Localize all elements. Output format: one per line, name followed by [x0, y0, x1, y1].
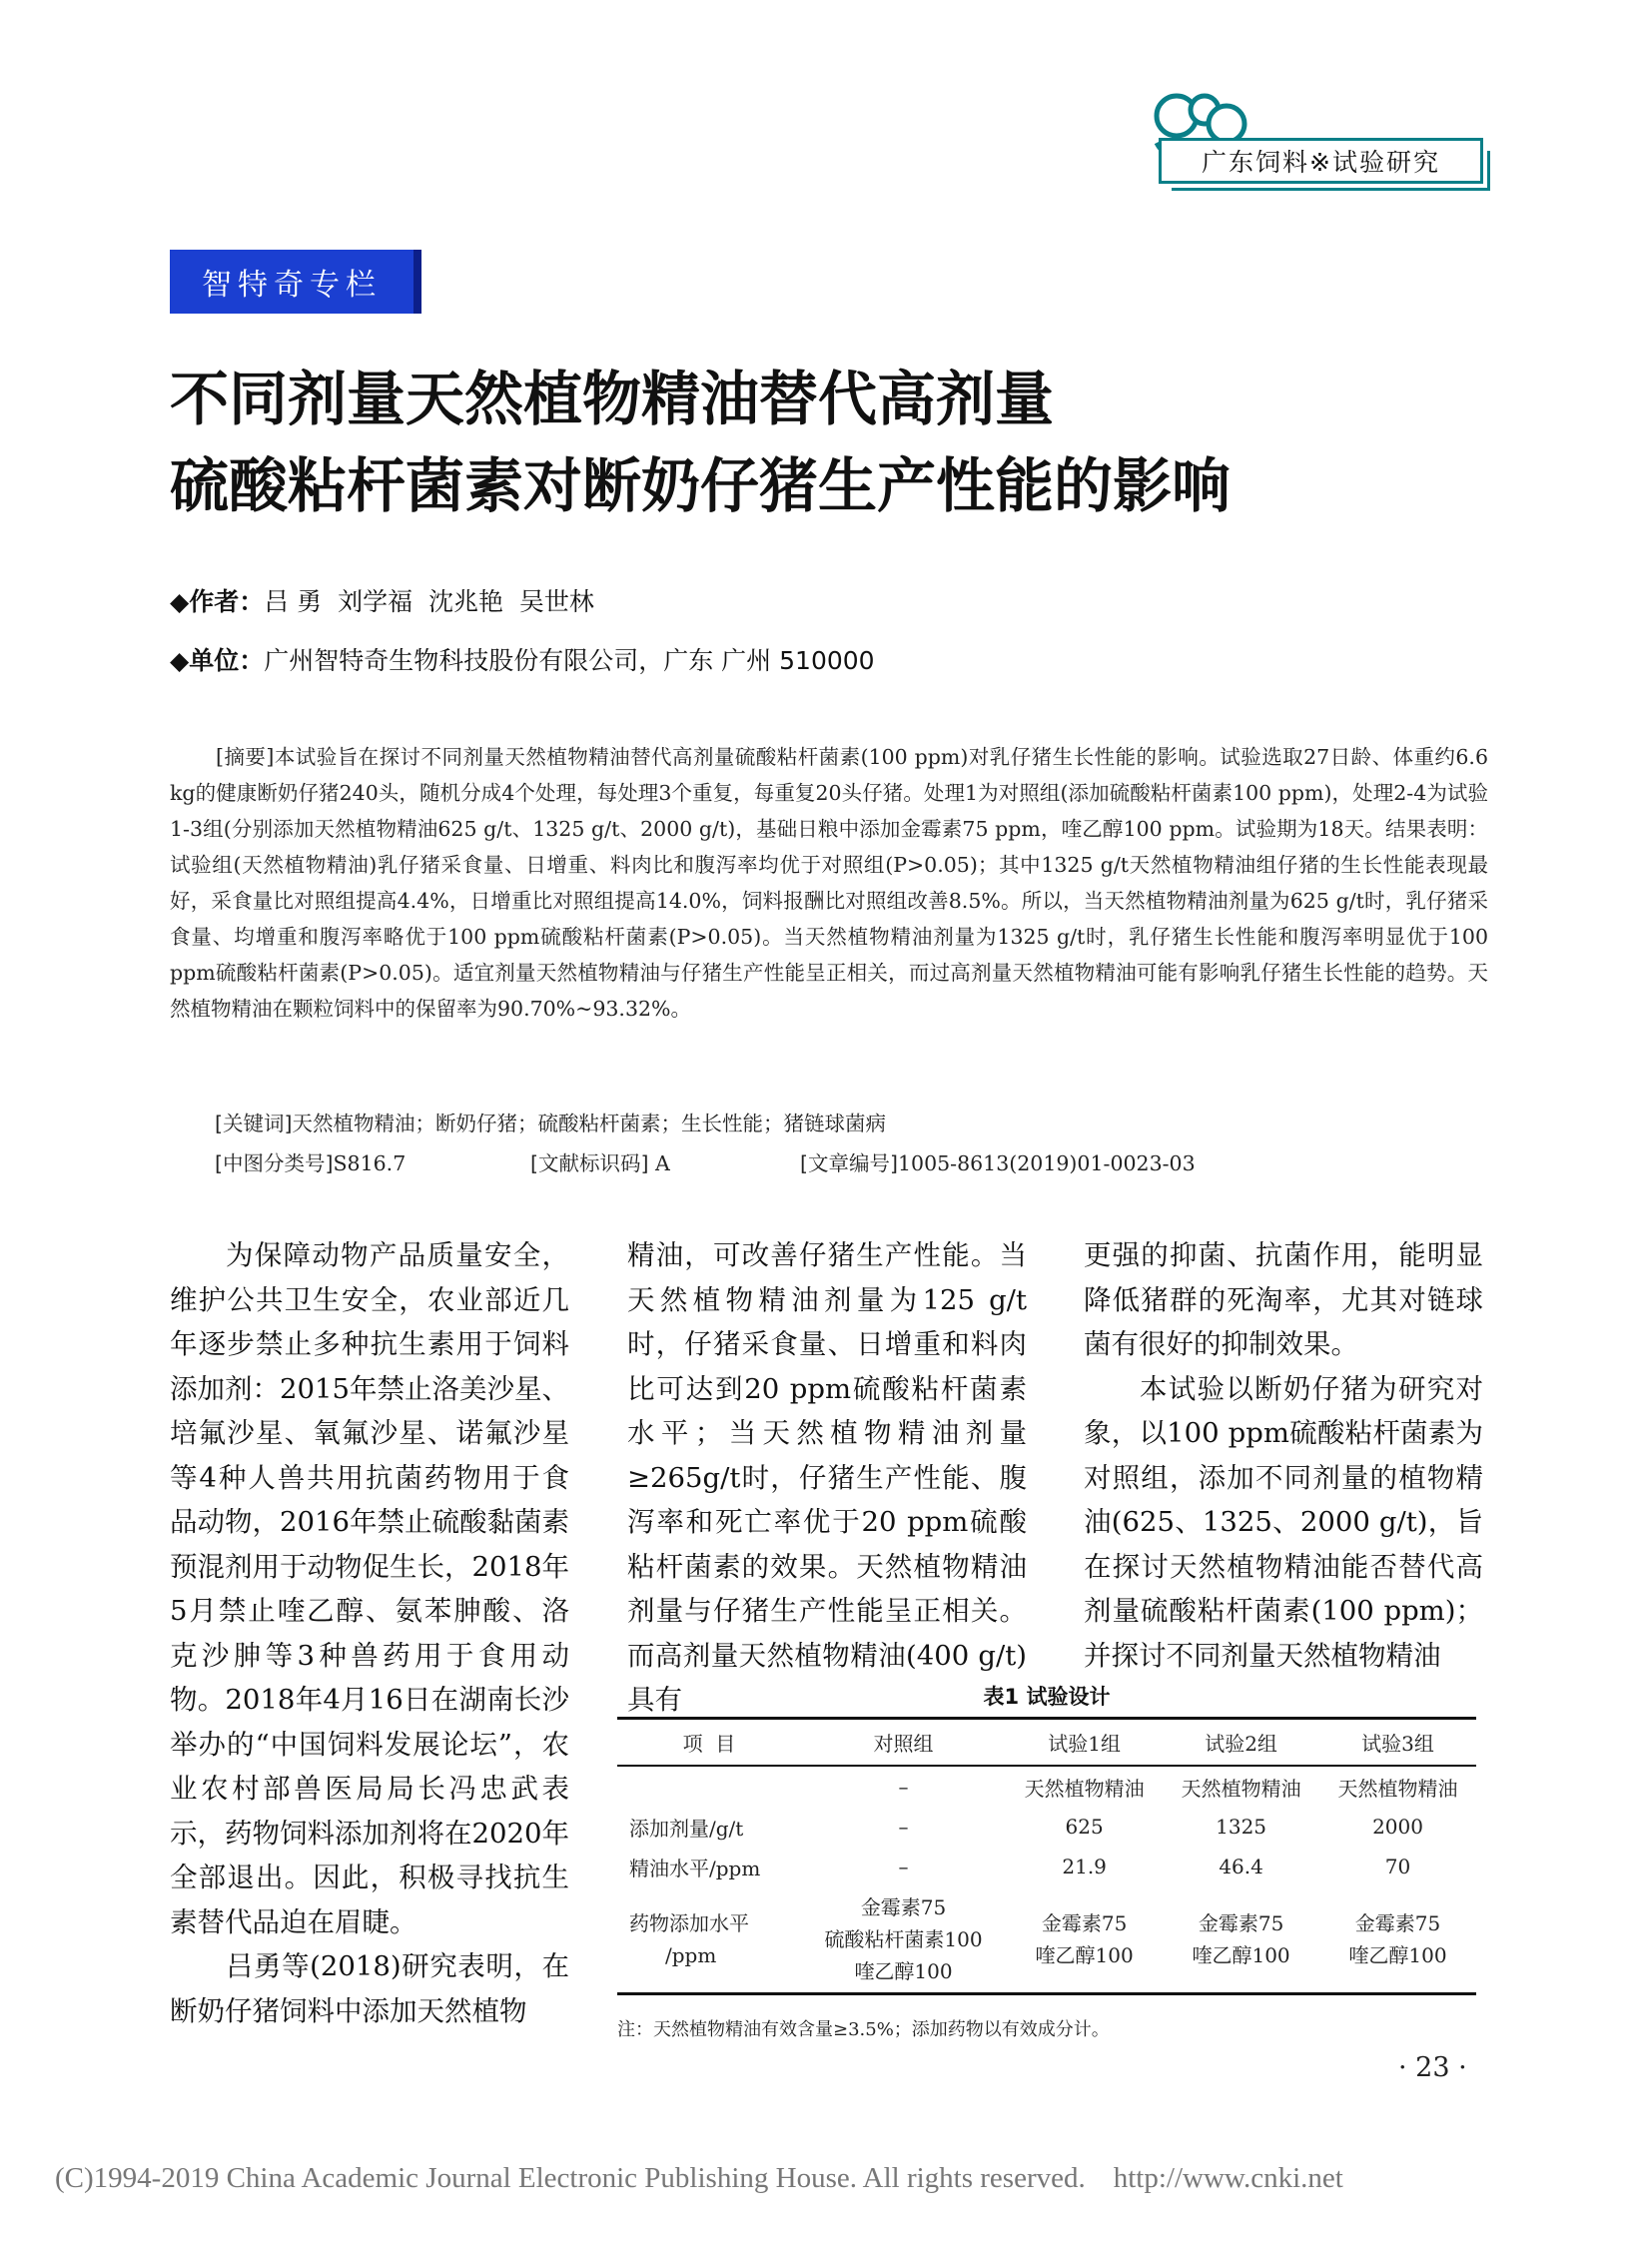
drug-value: 喹乙醇100 — [1348, 1943, 1447, 1967]
title-line-1: 不同剂量天然植物精油替代高剂量 — [170, 365, 1055, 433]
footer-url[interactable]: http://www.cnki.net — [1113, 2162, 1343, 2194]
doc-code-label: [文献标识码] — [530, 1151, 649, 1175]
table-cell — [801, 1886, 1006, 1994]
table-cell: 70 — [1384, 1855, 1411, 1878]
article-no-label: [文章编号] — [800, 1151, 898, 1175]
design-table — [617, 1717, 1476, 1995]
column-tag: 智特奇专栏 — [170, 250, 421, 314]
body-column-3 — [1084, 1233, 1483, 1678]
abstract — [170, 739, 1488, 1027]
table-cell: 添加剂量/g/t — [629, 1816, 744, 1841]
authors — [170, 582, 594, 618]
table-cell: 精油水平/ppm — [629, 1856, 761, 1880]
table-row — [617, 1807, 1476, 1847]
body-column-2 — [627, 1233, 1027, 1723]
article-no-value: 1005-8613(2019)01-0023-03 — [898, 1151, 1196, 1175]
table-cell: – — [898, 1775, 909, 1799]
drug-item-line: 药物添加水平 — [629, 1911, 749, 1935]
drug-value: 金霉素75 — [860, 1895, 947, 1919]
authors-names: 吕 勇 刘学福 沈兆艳 吴世林 — [264, 587, 594, 616]
keywords — [215, 1107, 886, 1136]
title-line-2: 硫酸粘杆菌素对断奶仔猪生产性能的影响 — [170, 451, 1232, 520]
table-header-cell: 试验2组 — [1205, 1732, 1277, 1756]
table-cell — [617, 1766, 801, 1807]
table-cell: – — [898, 1855, 909, 1878]
doc-code-value: A — [655, 1151, 670, 1175]
body-paragraph: 本试验以断奶仔猪为研究对象，以100 ppm硫酸粘杆菌素为对照组，添加不同剂量的植物精油(625、1325、2000 g/t)，旨在探讨天然植物精油能否替代高剂量硫酸粘杆菌素(100 ppm)；并探讨不同剂量天然植物精油 — [1084, 1372, 1483, 1672]
copyright-text: (C)1994-2019 China Academic Journal Electronic Publishing House. All rights reserved. — [55, 2162, 1086, 2194]
body-column-1 — [170, 1233, 569, 2033]
drug-value: 金霉素75 — [1354, 1911, 1441, 1935]
clc — [215, 1146, 406, 1176]
table-header-row — [617, 1719, 1476, 1767]
drug-value: 金霉素75 — [1041, 1911, 1128, 1935]
drug-value: 喹乙醇100 — [1192, 1943, 1290, 1967]
table-cell: – — [898, 1815, 909, 1839]
body-paragraph: 更强的抑菌、抗菌作用，能明显降低猪群的死淘率，尤其对链球菌有很好的抑制效果。 — [1084, 1239, 1483, 1360]
body-paragraph: 吕勇等(2018)研究表明，在断奶仔猪饲料中添加天然植物 — [170, 1950, 569, 2027]
table-header-cell: 试验3组 — [1361, 1732, 1434, 1756]
body-paragraph: 精油，可改善仔猪生产性能。当天然植物精油剂量为125 g/t时，仔猪采食量、日增重和料肉比可达到20 ppm硫酸粘杆菌素水平；当天然植物精油剂量≥265g/t时，仔猪生产性能、腹泻率和死亡率优于20 ppm硫酸粘杆菌素的效果。天然植物精油剂量与仔猪生产性能呈正相关。而高剂量天然植物精油(400 g/t)具有 — [627, 1239, 1027, 1716]
keywords-text: 天然植物精油；断奶仔猪；硫酸粘杆菌素；生长性能；猪链球菌病 — [292, 1112, 886, 1135]
body-paragraph: 为保障动物产品质量安全，维护公共卫生安全，农业部近几年逐步禁止多种抗生素用于饲料添加剂：2015年禁止洛美沙星、培氟沙星、氧氟沙星、诺氟沙星等4种人兽共用抗菌药物用于食品动物，2016年禁止硫酸黏菌素预混剂用于动物促生长，2018年5月禁止喹乙醇、氨苯胂酸、洛克沙胂等3种兽药用于食用动物。2018年4月16日在湖南长沙举办的“中国饲料发展论坛”，农业农村部兽医局局长冯忠武表示，药物饲料添加剂将在2020年全部退出。因此，积极寻找抗生素替代品迫在眉睫。 — [170, 1239, 569, 1938]
affiliation-label: ◆单位： — [170, 646, 265, 675]
table-row — [617, 1847, 1476, 1886]
experiment-design-table — [617, 1681, 1476, 1995]
article-no — [800, 1146, 1196, 1176]
table-note: 注：天然植物精油有效含量≥3.5%；添加药物以有效成分计。 — [617, 2019, 1110, 2040]
abstract-text: [摘要]本试验旨在探讨不同剂量天然植物精油替代高剂量硫酸粘杆菌素(100 ppm)对乳仔猪生长性能的影响。试验选取27日龄、体重约6.6 kg的健康断奶仔猪240头，随机分成4个处理，每处理3个重复，每重复20头仔猪。处理1为对照组(添加硫酸粘杆菌素100 ppm)，处理2-4为试验1-3组(分别添加天然植物精油625 g/t、1325 g/t、2000 g/t)，基础日粮中添加金霉素75 ppm，喹乙醇100 ppm。试验期为18天。结果表明：试验组(天然植物精油)乳仔猪采食量、日增重、料肉比和腹泻率均优于对照组(P>0.05)；其中1325 g/t天然植物精油组仔猪的生长性能表现最好，采食量比对照组提高4.4%，日增重比对照组提高14.0%，饲料报酬比对照组改善8.5%。所以，当天然植物精油剂量为625 g/t时，乳仔猪采食量、均增重和腹泻率略优于100 ppm硫酸粘杆菌素(P>0.05)。当天然植物精油剂量为1325 g/t时，乳仔猪生长性能和腹泻率明显优于100 ppm硫酸粘杆菌素(P>0.05)。适宜剂量天然植物精油与仔猪生产性能呈正相关，而过高剂量天然植物精油可能有影响乳仔猪生长性能的趋势。天然植物精油在颗粒饲料中的保留率为90.70%~93.32%。 — [170, 745, 1488, 1021]
table-cell: 天然植物精油 — [1337, 1776, 1458, 1801]
table-header-cell: 对照组 — [873, 1732, 934, 1756]
table-row — [617, 1886, 1476, 1994]
table-header-cell: 试验1组 — [1048, 1732, 1121, 1756]
affiliation-text: 广州智特奇生物科技股份有限公司，广东 广州 510000 — [264, 646, 875, 675]
article-title — [170, 356, 1468, 529]
table-cell: 天然植物精油 — [1181, 1776, 1301, 1801]
keywords-label: [关键词] — [215, 1112, 293, 1135]
authors-label: ◆作者： — [170, 587, 265, 616]
table-cell: 2000 — [1372, 1815, 1423, 1839]
table-cell — [1319, 1886, 1476, 1994]
journal-section-label: 广东饲料※试验研究 — [1159, 138, 1483, 184]
clc-value: S816.7 — [333, 1151, 407, 1175]
table-cell: 天然植物精油 — [1024, 1776, 1145, 1801]
table-cell — [1163, 1886, 1319, 1994]
table-cell — [1006, 1886, 1163, 1994]
drug-value: 喹乙醇100 — [854, 1959, 953, 1983]
copyright-footer — [55, 2162, 1343, 2195]
table-cell: 1325 — [1216, 1815, 1267, 1839]
drug-value: 硫酸粘杆菌素100 — [824, 1927, 983, 1951]
table-row — [617, 1766, 1476, 1807]
doc-code — [530, 1146, 670, 1176]
drug-item-unit: /ppm — [665, 1943, 717, 1967]
affiliation — [170, 641, 875, 677]
table-cell: 625 — [1065, 1815, 1104, 1839]
drug-value: 喹乙醇100 — [1035, 1943, 1134, 1967]
table-header-cell: 项 目 — [682, 1732, 736, 1756]
table-cell: 21.9 — [1062, 1855, 1107, 1878]
table-caption: 表1 试验设计 — [983, 1685, 1111, 1709]
table-cell: 46.4 — [1219, 1855, 1263, 1878]
clc-label: [中图分类号] — [215, 1151, 334, 1175]
drug-value: 金霉素75 — [1198, 1911, 1284, 1935]
table-cell — [617, 1886, 801, 1994]
page-number: · 23 · — [1398, 2052, 1467, 2083]
